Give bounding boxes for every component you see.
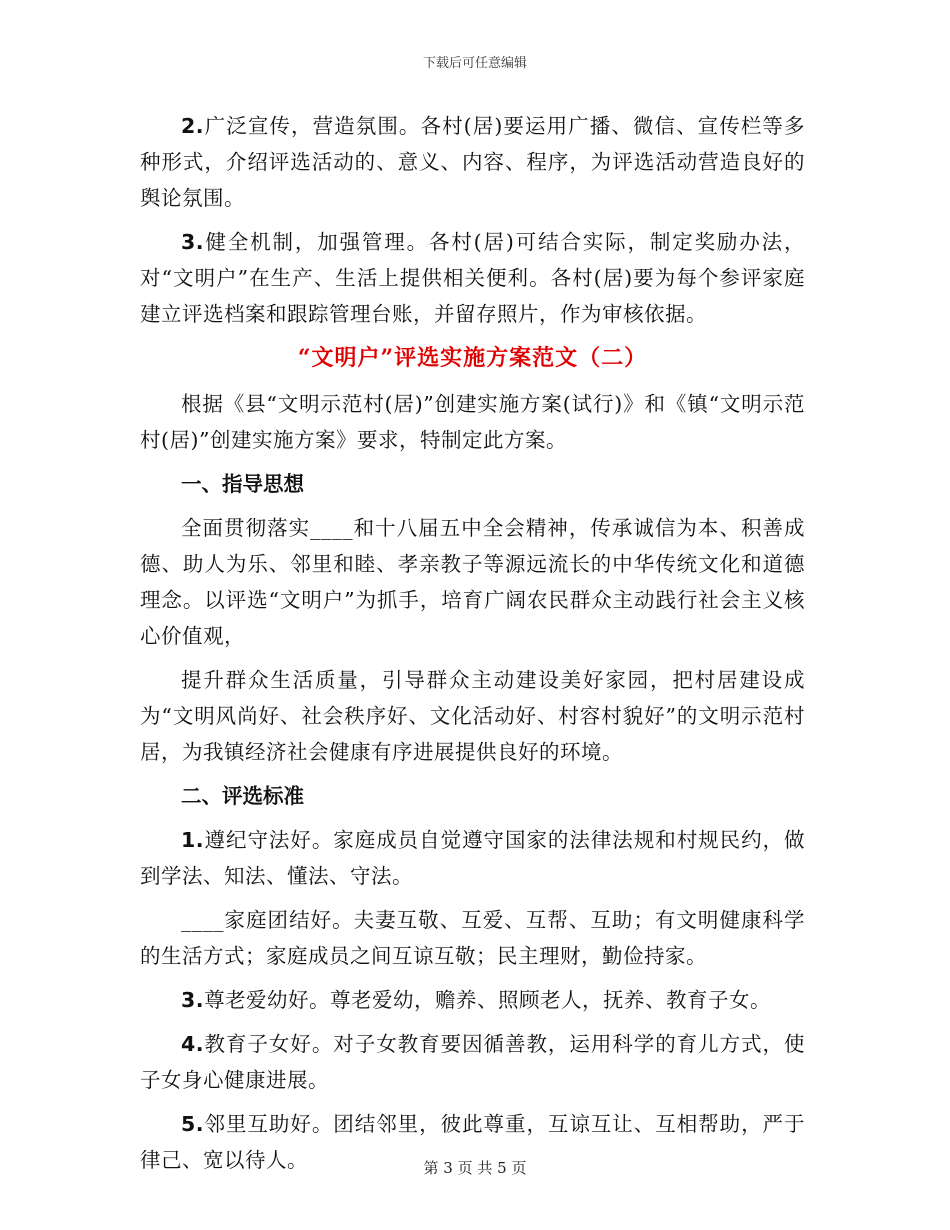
paragraph-publicity bbox=[140, 108, 805, 216]
paragraph-text: 邻里互助好。团结邻里，彼此尊重，互谅互让、互相帮助，严于律己、宽以待人。 bbox=[140, 1112, 805, 1172]
item-number: 2. bbox=[181, 114, 205, 138]
criteria-respect-elders bbox=[140, 982, 805, 1018]
item-number: 3. bbox=[181, 988, 205, 1012]
heading-criteria: 二、评选标准 bbox=[181, 784, 304, 808]
criteria-education bbox=[140, 1026, 805, 1098]
paragraph-ideology: 全面贯彻落实____和十八届五中全会精神，传承诚信为本、积善成德、助人为乐、邻里和睦、孝亲教子等源远流长的中华传统文化和道德理念。以评选“文明户”为抓手，培育广阔农民群众主动践行社会主义核心价值观， bbox=[140, 516, 805, 648]
paragraph-mechanism bbox=[140, 224, 805, 332]
item-number: 3. bbox=[181, 230, 205, 254]
paragraph-text: 教育子女好。对子女教育要因循善教，运用科学的育儿方式，使子女身心健康进展。 bbox=[140, 1032, 805, 1092]
criteria-law-abiding bbox=[140, 822, 805, 894]
heading-guiding-ideology: 一、指导思想 bbox=[181, 472, 304, 496]
paragraph-goals: 提升群众生活质量，引导群众主动建设美好家园，把村居建设成为“文明风尚好、社会秩序好、文化活动好、村容村貌好”的文明示范村居，为我镇经济社会健康有序进展提供良好的环境。 bbox=[140, 668, 805, 764]
paragraph-text: 遵纪守法好。家庭成员自觉遵守国家的法律法规和村规民约，做到学法、知法、懂法、守法。 bbox=[140, 828, 805, 888]
item-number: 1. bbox=[181, 828, 205, 852]
paragraph-text: 尊老爱幼好。尊老爱幼，赡养、照顾老人，抚养、教育子女。 bbox=[204, 988, 772, 1012]
paragraph-text: 健全机制，加强管理。各村(居)可结合实际，制定奖励办法，对“文明户”在生产、生活上提供相关便利。各村(居)要为每个参评家庭建立评选档案和跟踪管理台账，并留存照片，作为审核依据。 bbox=[140, 230, 805, 326]
item-number: 5. bbox=[181, 1112, 205, 1136]
section-title: “文明户”评选实施方案范文（二） bbox=[297, 345, 648, 371]
item-number: 4. bbox=[181, 1032, 205, 1056]
criteria-family-unity: ____家庭团结好。夫妻互敬、互爱、互帮、互助；有文明健康科学的生活方式；家庭成员之间互谅互敬；民主理财，勤俭持家。 bbox=[140, 908, 805, 968]
page-header: 下载后可任意编辑 bbox=[422, 56, 527, 71]
page-footer: 第 3 页 共 5 页 bbox=[423, 1159, 527, 1177]
paragraph-text: 广泛宣传，营造氛围。各村(居)要运用广播、微信、宣传栏等多种形式，介绍评选活动的、意义、内容、程序，为评选活动营造良好的舆论氛围。 bbox=[140, 114, 805, 210]
document-body bbox=[140, 108, 805, 1186]
paragraph-intro: 根据《县“文明示范村(居)”创建实施方案(试行)》和《镇“文明示范村(居)”创建实施方案》要求，特制定此方案。 bbox=[140, 392, 805, 452]
